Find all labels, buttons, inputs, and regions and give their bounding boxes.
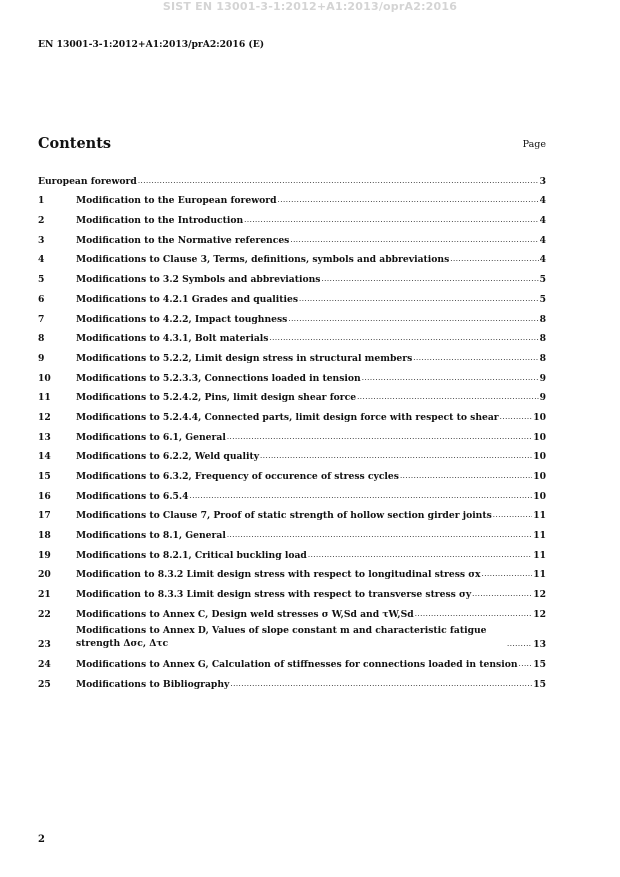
toc-entry[interactable] xyxy=(38,670,546,690)
toc-entry-title: Modifications to 6.1, General xyxy=(76,431,226,443)
toc-entry-page: 10 xyxy=(533,451,546,463)
toc-leader-dots xyxy=(244,216,538,224)
toc-entry-title: Modifications to Bibliography xyxy=(76,678,230,690)
toc-entry-number: 22 xyxy=(38,608,51,620)
toc-leader-dots xyxy=(500,413,533,421)
toc-entry-title: Modifications to 4.2.2, Impact toughness xyxy=(76,313,288,325)
toc-entry-page: 13 xyxy=(533,639,546,651)
toc-entry-page: 3 xyxy=(539,175,546,187)
toc-entry-title: Modifications to 5.2.3.3, Connections loaded in tension xyxy=(76,372,361,384)
toc-entry[interactable] xyxy=(38,423,546,443)
toc-leader-dots xyxy=(450,255,538,263)
toc-entry-title: Modifications to 4.2.1 Grades and qualities xyxy=(76,293,299,305)
toc-entry-page: 10 xyxy=(533,411,546,423)
toc-entry-number: 2 xyxy=(38,215,45,227)
toc-entry-number: 16 xyxy=(38,490,51,502)
page-number: 2 xyxy=(38,834,45,845)
toc-entry[interactable] xyxy=(38,443,546,463)
toc-entry-number: 14 xyxy=(38,451,51,463)
toc-entry-number: 20 xyxy=(38,569,51,581)
toc-entry-title: Modifications to 3.2 Symbols and abbreviations xyxy=(76,274,321,286)
toc-entry-title: Modifications to 4.3.1, Bolt materials xyxy=(76,333,269,345)
toc-entry-page: 15 xyxy=(533,678,546,690)
toc-entry-number: 4 xyxy=(38,254,45,266)
toc-entry[interactable] xyxy=(38,344,546,364)
toc-entry-title: European foreword xyxy=(38,175,137,187)
toc-entry[interactable] xyxy=(38,246,546,266)
toc-entry[interactable] xyxy=(38,206,546,226)
toc-entry[interactable] xyxy=(38,502,546,522)
toc-entry-page: 10 xyxy=(533,431,546,443)
table-of-contents xyxy=(38,167,546,690)
toc-entry[interactable] xyxy=(38,325,546,345)
toc-entry-number: 21 xyxy=(38,589,51,601)
toc-entry[interactable] xyxy=(38,521,546,541)
toc-entry-number: 17 xyxy=(38,510,51,522)
toc-entry[interactable] xyxy=(38,580,546,600)
toc-entry[interactable] xyxy=(38,600,546,620)
toc-entry-title: Modifications to Clause 7, Proof of static strength of hollow section girder joints xyxy=(76,510,492,522)
toc-entry-number: 24 xyxy=(38,659,51,670)
toc-leader-dots xyxy=(299,295,539,303)
toc-entry-page: 8 xyxy=(539,352,546,364)
toc-entry-page: 11 xyxy=(533,569,546,581)
toc-entry-number: 11 xyxy=(38,392,51,404)
toc-leader-dots xyxy=(260,452,532,460)
toc-entry[interactable] xyxy=(38,305,546,325)
toc-leader-dots xyxy=(308,551,532,559)
toc-leader-dots xyxy=(288,315,538,323)
toc-entry[interactable] xyxy=(38,403,546,423)
toc-entry-page: 5 xyxy=(539,274,546,286)
toc-entry[interactable] xyxy=(38,482,546,502)
toc-entry-title: Modification to the European foreword xyxy=(76,195,277,207)
toc-entry-number: 1 xyxy=(38,195,45,207)
toc-entry-number: 15 xyxy=(38,471,51,482)
toc-entry-title: Modifications to 5.2.4.2, Pins, limit design shear force xyxy=(76,392,357,404)
toc-entry-title: Modifications to 8.2.1, Critical buckling load xyxy=(76,549,307,561)
toc-entry[interactable] xyxy=(38,265,546,285)
toc-entry-page: 4 xyxy=(539,195,546,207)
toc-entry[interactable] xyxy=(38,285,546,305)
toc-entry-number: 18 xyxy=(38,530,51,542)
toc-entry-number: 3 xyxy=(38,234,45,246)
toc-entry-number: 9 xyxy=(38,352,45,364)
toc-entry-page: 8 xyxy=(539,333,546,345)
toc-entry[interactable] xyxy=(38,226,546,246)
toc-entry-page: 8 xyxy=(539,313,546,325)
toc-entry-number: 23 xyxy=(38,639,51,651)
toc-entry-title: Modifications to Annex D, Values of slope constant m and characteristic fatigue strength Δσc, Δτc xyxy=(76,625,487,649)
toc-leader-dots xyxy=(227,531,532,539)
toc-entry-page: 12 xyxy=(533,608,546,620)
toc-entry-title: Modifications to Annex C, Design weld stresses σ W,Sd and τW,Sd xyxy=(76,608,414,620)
toc-leader-dots xyxy=(400,472,532,480)
toc-leader-dots xyxy=(138,177,539,185)
toc-entry[interactable] xyxy=(38,462,546,482)
toc-entry-title: Modifications to Clause 3, Terms, definitions, symbols and abbreviations xyxy=(76,254,450,266)
toc-leader-dots xyxy=(493,511,532,519)
toc-leader-dots xyxy=(507,640,532,648)
toc-entry-page: 10 xyxy=(533,490,546,502)
toc-leader-dots xyxy=(413,354,538,362)
toc-entry-number: 8 xyxy=(38,333,45,345)
toc-entry-number: 25 xyxy=(38,678,51,690)
toc-entry[interactable] xyxy=(38,187,546,207)
toc-entry-page: 4 xyxy=(539,254,546,266)
toc-entry[interactable] xyxy=(38,620,546,651)
toc-entry-page: 11 xyxy=(533,530,546,542)
toc-entry-title: Modifications to 6.2.2, Weld quality xyxy=(76,451,260,463)
toc-leader-dots xyxy=(519,660,533,668)
toc-leader-dots xyxy=(269,334,538,342)
toc-leader-dots xyxy=(472,590,532,598)
toc-entry-number: 6 xyxy=(38,293,45,305)
toc-entry-title: Modifications to 6.5.4 xyxy=(76,490,189,502)
toc-entry-page: 9 xyxy=(539,392,546,404)
toc-entry-number: 10 xyxy=(38,372,51,384)
toc-entry[interactable] xyxy=(38,364,546,384)
toc-entry-number: 13 xyxy=(38,431,51,443)
toc-entry-number: 7 xyxy=(38,313,45,325)
toc-entry-page: 15 xyxy=(533,659,546,670)
toc-leader-dots xyxy=(227,433,532,441)
toc-entry-page: 9 xyxy=(539,372,546,384)
toc-leader-dots xyxy=(230,680,532,688)
toc-entry-title: Modifications to 6.3.2, Frequency of occurence of stress cycles xyxy=(76,471,399,482)
toc-entry-title: Modifications to 5.2.4.4, Connected parts, limit design force with respect to shear xyxy=(76,411,499,423)
watermark: SIST EN 13001-3-1:2012+A1:2013/oprA2:2016 xyxy=(162,0,458,13)
toc-entry-number: 19 xyxy=(38,549,51,561)
toc-entry-title: Modifications to Annex G, Calculation of stiffnesses for connections loaded in tension xyxy=(76,659,518,670)
toc-entry-title: Modifications to 8.1, General xyxy=(76,530,226,542)
toc-entry[interactable] xyxy=(38,561,546,581)
document-id: EN 13001-3-1:2012+A1:2013/prA2:2016 (E) xyxy=(38,39,265,50)
toc-leader-dots xyxy=(290,236,538,244)
toc-entry-number: 12 xyxy=(38,411,51,423)
toc-entry-title: Modification to 8.3.2 Limit design stress with respect to longitudinal stress σx xyxy=(76,569,481,581)
toc-entry-title: Modifications to 5.2.2, Limit design stress in structural members xyxy=(76,352,413,364)
toc-entry-title: Modification to the Normative references xyxy=(76,234,290,246)
toc-entry-page: 10 xyxy=(533,471,546,482)
toc-entry-page: 4 xyxy=(539,234,546,246)
toc-entry-title: Modification to 8.3.3 Limit design stress with respect to transverse stress σy xyxy=(76,589,472,601)
page-column-label: Page xyxy=(522,139,546,150)
toc-entry-page: 11 xyxy=(533,510,546,522)
toc-leader-dots xyxy=(362,374,539,382)
toc-entry-page: 11 xyxy=(533,549,546,561)
toc-entry-page: 4 xyxy=(539,215,546,227)
toc-leader-dots xyxy=(482,570,533,578)
toc-entry-number: 5 xyxy=(38,274,45,286)
toc-leader-dots xyxy=(278,196,539,204)
toc-leader-dots xyxy=(190,492,533,500)
toc-leader-dots xyxy=(415,610,533,618)
toc-entry-title: Modification to the Introduction xyxy=(76,215,244,227)
toc-entry[interactable] xyxy=(38,167,546,187)
contents-heading: Contents xyxy=(38,135,112,152)
toc-entry-page: 5 xyxy=(539,293,546,305)
toc-entry-page: 12 xyxy=(533,589,546,601)
toc-entry[interactable] xyxy=(38,384,546,404)
toc-entry[interactable] xyxy=(38,650,546,670)
toc-leader-dots xyxy=(321,275,538,283)
toc-leader-dots xyxy=(357,393,539,401)
toc-entry[interactable] xyxy=(38,541,546,561)
